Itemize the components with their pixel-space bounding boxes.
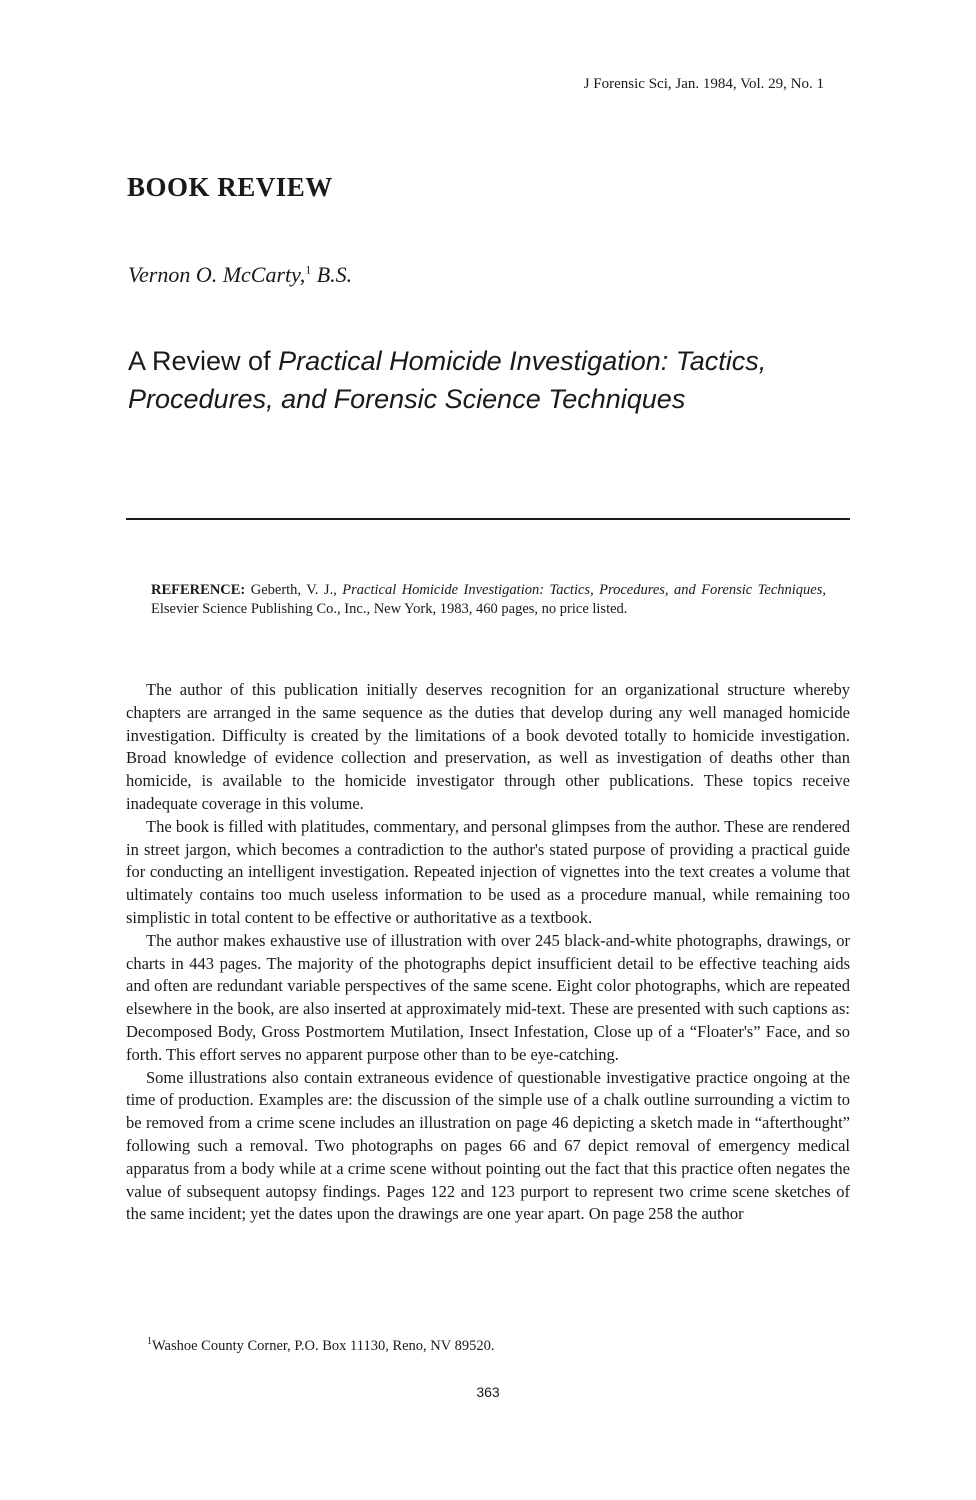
- article-title: [128, 342, 848, 418]
- author-degree: B.S.: [316, 262, 353, 287]
- footnote: [147, 1336, 495, 1355]
- page-number: 363: [476, 1384, 500, 1400]
- body-paragraph: The author of this publication initially deserves recognition for an organizational structure whereby chapters are arranged in the same sequence as the duties that develop during any well managed homicide investigation. Difficulty is created by the limitations of a book devoted totally to homicide investigation. Broad knowledge of evidence collection and preservation, as well as investigation of deaths other than homicide, is available to the homicide investigator through other publications. These topics receive inadequate coverage in this volume.: [126, 680, 850, 813]
- body-paragraph: The book is filled with platitudes, commentary, and personal glimpses from the author. These are rendered in street jargon, which becomes a contradiction to the author's stated purpose of providing a practical guide for conducting an intelligent investigation. Repeated injection of vignettes into the text creates a volume that ultimately contains too much useless information to be used as a procedure manual, while remaining too simplistic in total content to be effective or authoritative as a textbook.: [126, 816, 850, 927]
- author-footnote-mark: 1: [305, 262, 312, 277]
- reference-authors: Geberth, V. J.,: [245, 582, 343, 598]
- reference-label: REFERENCE:: [151, 582, 246, 598]
- author-line: [128, 262, 352, 288]
- article-title-prefix: A Review of: [128, 346, 279, 376]
- author-name: Vernon O. McCarty,: [128, 262, 306, 287]
- section-title: BOOK REVIEW: [127, 172, 333, 202]
- body-paragraph: Some illustrations also contain extraneous evidence of questionable investigative practice ongoing at the time of production. Examples are: the discussion of the simple use of a chalk outline surrounding a victim to be removed from a crime scene includes an illustration on page 46 depicting a sketch made in “afterthought” following such a removal. Two photographs on pages 66 and 67 depict removal of emergency medical apparatus from a body while at a crime scene without pointing out the fact that this practice often negates the value of subsequent autopsy findings. Pages 122 and 123 purport to represent two crime scene sketches of the same incident; yet the dates upon the drawings are one year apart. On page 258 the author: [126, 1067, 850, 1224]
- body-paragraph: The author makes exhaustive use of illustration with over 245 black-and-white photographs, drawings, or charts in 443 pages. The majority of the photographs depict insufficient detail to be effective teaching aids and often are redundant variable perspectives of the same scene. Eight color photographs, which are repeated elsewhere in the book, are also inserted at approximately mid-text. These are presented with such captions as: Decomposed Body, Gross Postmortem Mutilation, Insect Infestation, Close up of a “Floater's” Face, and so forth. This effort serves no apparent purpose other than to be eye-catching.: [126, 930, 850, 1064]
- footnote-mark: 1: [147, 1336, 152, 1347]
- title-rule: [126, 518, 850, 520]
- reference-block: [151, 581, 826, 619]
- reference-details: , Elsevier Science Publishing Co., Inc., New York, 1983, 460 pages, no price listed.: [151, 582, 827, 617]
- article-title-italic: Practical Homicide Investigation: Tactics, Procedures, and Forensic Science Techniques: [128, 346, 767, 414]
- reference-book-title: Practical Homicide Investigation: Tactics, Procedures, and Forensic Techniques: [342, 582, 823, 598]
- body-text: [126, 679, 850, 1226]
- running-head: J Forensic Sci, Jan. 1984, Vol. 29, No. 1: [583, 76, 824, 92]
- footnote-text: Washoe County Corner, P.O. Box 11130, Reno, NV 89520.: [152, 1337, 495, 1354]
